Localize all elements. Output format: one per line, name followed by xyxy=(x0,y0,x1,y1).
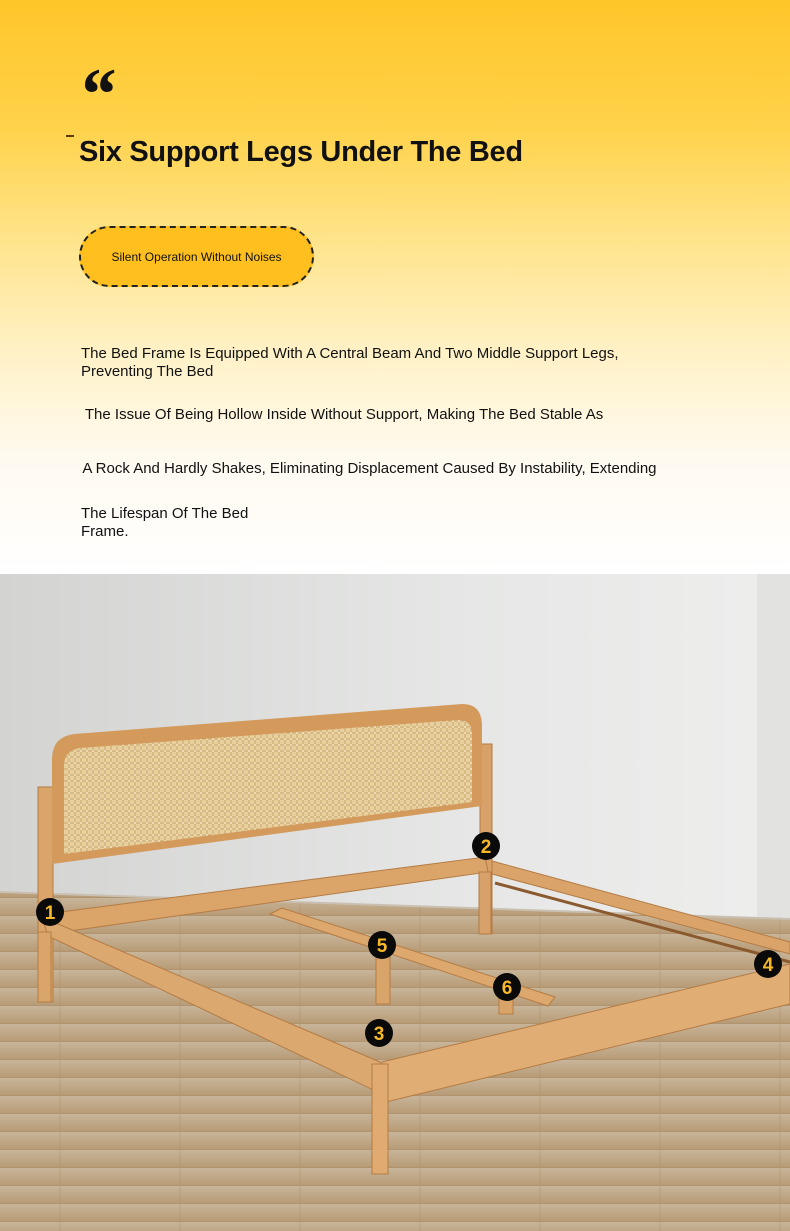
leg-marker-5 xyxy=(368,931,396,959)
leg-marker-4 xyxy=(754,950,782,978)
svg-text:4: 4 xyxy=(762,955,774,976)
bed-frame-illustration xyxy=(0,574,790,1231)
quote-mark-icon: “ xyxy=(78,54,111,136)
svg-text:1: 1 xyxy=(44,903,56,924)
leg-5 xyxy=(376,956,390,1004)
description-line-4: A Rock And Hardly Shakes, Eliminating Displacement Caused By Instability, Extending xyxy=(79,460,657,477)
description-line-1: The Bed Frame Is Equipped With A Central Beam And Two Middle Support Legs, xyxy=(81,345,619,362)
leg-1 xyxy=(38,932,51,1002)
leg-marker-1 xyxy=(36,898,64,926)
leg-2 xyxy=(479,872,491,934)
description-line-5: The Lifespan Of The Bed xyxy=(81,505,249,522)
svg-text:5: 5 xyxy=(376,936,388,957)
description-line-6: Frame. xyxy=(81,523,129,540)
description-line-3: The Issue Of Being Hollow Inside Without Support, Making The Bed Stable As xyxy=(81,406,604,423)
leg-marker-2 xyxy=(472,832,500,860)
leg-marker-6 xyxy=(493,973,521,1001)
hero-section xyxy=(0,0,790,574)
leg-3 xyxy=(372,1064,388,1174)
svg-text:2: 2 xyxy=(480,837,492,858)
page-title: Six Support Legs Under The Bed xyxy=(79,136,523,168)
description-line-2: Preventing The Bed xyxy=(81,363,214,380)
wall-corner xyxy=(757,574,790,934)
decorative-dash xyxy=(66,135,74,137)
feature-badge xyxy=(79,226,314,287)
leg-marker-3 xyxy=(365,1019,393,1047)
bed-frame-photo xyxy=(0,574,790,1231)
feature-badge-label: Silent Operation Without Noises xyxy=(111,249,282,264)
svg-text:3: 3 xyxy=(373,1024,385,1045)
svg-text:6: 6 xyxy=(501,978,513,999)
